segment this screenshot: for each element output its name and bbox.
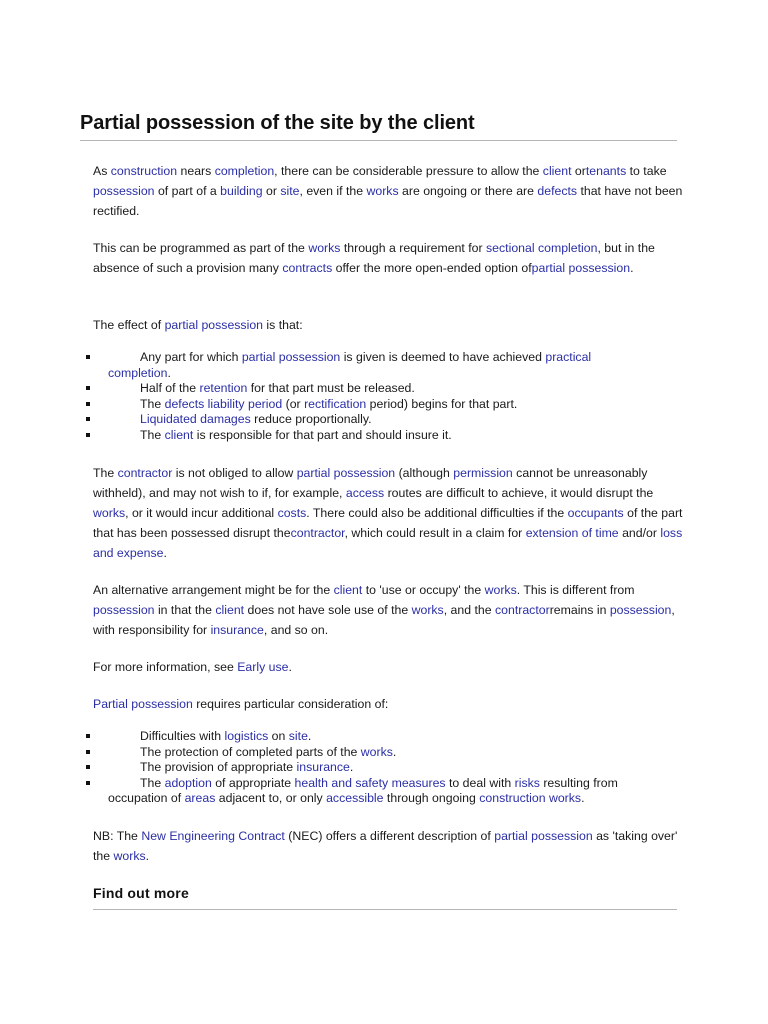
paragraph-use-or-occupy bbox=[93, 580, 683, 640]
text: requires particular consideration of: bbox=[192, 697, 389, 711]
square-bullet-icon bbox=[86, 765, 90, 769]
text: , even if the bbox=[299, 184, 367, 198]
text: , with responsibility for bbox=[93, 603, 675, 637]
text: , and so on. bbox=[263, 623, 329, 637]
link-client[interactable]: client bbox=[215, 603, 245, 617]
text: as 'taking over' the bbox=[93, 829, 678, 863]
link-partial-possession[interactable]: partial possession bbox=[494, 829, 593, 843]
link-works[interactable]: works bbox=[93, 506, 126, 520]
text: of appropriate bbox=[211, 775, 295, 790]
text: or bbox=[571, 164, 586, 178]
text: and/or bbox=[618, 526, 661, 540]
text: Any part for which bbox=[140, 350, 242, 364]
text: is that: bbox=[263, 318, 303, 332]
list-item bbox=[0, 745, 768, 761]
link-partial-possession[interactable]: Partial possession bbox=[93, 697, 193, 711]
paragraph-intro bbox=[93, 161, 683, 221]
link-partial-possession[interactable]: partial possession bbox=[296, 466, 396, 480]
list-item-continuation bbox=[108, 366, 678, 382]
text: . bbox=[145, 849, 150, 863]
text: Difficulties with bbox=[140, 729, 225, 743]
link-insurance[interactable]: insurance bbox=[210, 623, 264, 637]
list-item bbox=[0, 760, 768, 776]
square-bullet-icon bbox=[86, 750, 90, 754]
text: . bbox=[392, 744, 397, 759]
list-item bbox=[0, 729, 768, 745]
text: adjacent to, or only bbox=[215, 791, 327, 805]
paragraph-consideration bbox=[93, 694, 683, 714]
link-contractor[interactable]: contractor bbox=[495, 603, 550, 617]
link-works[interactable]: works bbox=[308, 241, 341, 255]
effects-list bbox=[0, 350, 768, 443]
square-bullet-icon bbox=[86, 417, 90, 421]
text: . bbox=[307, 729, 312, 743]
link-costs[interactable]: costs bbox=[277, 506, 307, 520]
link-liquidated-damages[interactable]: Liquidated damages bbox=[140, 412, 251, 426]
text: cannot be unreasonably withheld), and may not wish to if, for example, bbox=[93, 466, 648, 500]
list-item bbox=[0, 397, 768, 413]
text: . There could also be additional difficulties if the bbox=[306, 506, 568, 520]
link-defects[interactable]: defects bbox=[537, 184, 578, 198]
text: of the part that has been possessed disrupt the bbox=[93, 506, 683, 540]
link-practical-completion[interactable]: completion bbox=[108, 365, 168, 380]
link-partial-possession[interactable]: partial possession bbox=[164, 318, 263, 332]
link-permission[interactable]: permission bbox=[453, 466, 513, 480]
text: through ongoing bbox=[383, 791, 480, 805]
link-adoption[interactable]: adoption bbox=[164, 775, 212, 790]
square-bullet-icon bbox=[86, 355, 90, 359]
considerations-list bbox=[0, 729, 768, 807]
find-out-more-heading: Find out more bbox=[93, 885, 189, 901]
paragraph-nec-note bbox=[93, 826, 683, 866]
text: occupation of bbox=[108, 791, 185, 805]
link-construction[interactable]: construction bbox=[110, 164, 178, 178]
link-construction-works[interactable]: construction works bbox=[479, 791, 582, 805]
link-practical-completion[interactable]: practical bbox=[545, 350, 592, 364]
link-building[interactable]: building bbox=[220, 184, 263, 198]
link-contracts[interactable]: contracts bbox=[282, 261, 333, 275]
link-client[interactable]: client bbox=[164, 427, 194, 442]
text: that have not been rectified. bbox=[93, 184, 683, 218]
text: . bbox=[349, 760, 354, 774]
link-works[interactable]: works bbox=[484, 583, 517, 597]
link-logistics[interactable]: logistics bbox=[224, 729, 269, 743]
text: for that part must be released. bbox=[247, 381, 415, 395]
paragraph-more-info bbox=[93, 657, 683, 677]
text: As bbox=[93, 164, 111, 178]
link-contractor[interactable]: contractor bbox=[290, 526, 345, 540]
link-defects-liability-period[interactable]: defects liability period bbox=[164, 396, 283, 411]
text: does not have sole use of the bbox=[244, 603, 412, 617]
list-item bbox=[0, 428, 768, 444]
text: reduce proportionally. bbox=[250, 412, 372, 426]
link-works[interactable]: works bbox=[411, 603, 444, 617]
text: NB: The bbox=[93, 829, 142, 843]
paragraph-effect bbox=[93, 315, 683, 335]
text: is given is deemed to have achieved bbox=[340, 350, 546, 364]
link-contractor[interactable]: contractor bbox=[117, 466, 173, 480]
title-divider bbox=[80, 140, 677, 141]
list-item bbox=[0, 776, 768, 807]
paragraph-contractor-obligation bbox=[93, 463, 683, 563]
link-possession[interactable]: possession bbox=[93, 603, 155, 617]
link-client[interactable]: client bbox=[333, 583, 363, 597]
paragraph-sectional-completion bbox=[93, 238, 683, 278]
link-new-engineering-contract[interactable]: New Engineering Contract bbox=[141, 829, 285, 843]
list-item bbox=[0, 412, 768, 428]
text: is not obliged to allow bbox=[172, 466, 297, 480]
text: The bbox=[93, 466, 118, 480]
text: (or bbox=[282, 396, 305, 411]
link-tenants[interactable]: tenants bbox=[585, 164, 627, 178]
link-site[interactable]: site bbox=[280, 184, 300, 198]
link-occupants[interactable]: occupants bbox=[567, 506, 624, 520]
link-client[interactable]: client bbox=[542, 164, 572, 178]
link-areas[interactable]: areas bbox=[184, 791, 216, 805]
text: Half of the bbox=[140, 381, 200, 395]
text: (NEC) offers a different description of bbox=[284, 829, 495, 843]
link-early-use[interactable]: Early use bbox=[237, 660, 289, 674]
square-bullet-icon bbox=[86, 734, 90, 738]
text: . bbox=[167, 365, 171, 380]
text: remains in bbox=[549, 603, 610, 617]
list-item bbox=[0, 350, 768, 381]
text: An alternative arrangement might be for the bbox=[93, 583, 334, 597]
text: . bbox=[163, 546, 167, 560]
text: . bbox=[630, 261, 634, 275]
link-works[interactable]: works bbox=[360, 744, 393, 759]
square-bullet-icon bbox=[86, 781, 90, 785]
text: The provision of appropriate bbox=[140, 760, 297, 774]
text: . This is different from bbox=[516, 583, 635, 597]
link-site[interactable]: site bbox=[288, 729, 308, 743]
text: The bbox=[140, 427, 165, 442]
text: , or it would incur additional bbox=[125, 506, 278, 520]
text: is responsible for that part and should insure it. bbox=[193, 427, 452, 442]
link-health-and-safety-measures[interactable]: health and safety measures bbox=[294, 775, 446, 790]
link-possession[interactable]: possession bbox=[609, 603, 672, 617]
link-insurance[interactable]: insurance bbox=[296, 760, 350, 774]
link-extension-of-time[interactable]: extension of time bbox=[525, 526, 619, 540]
text: to take bbox=[626, 164, 667, 178]
text: to deal with bbox=[445, 775, 515, 790]
link-sectional-completion[interactable]: sectional completion bbox=[486, 241, 598, 255]
square-bullet-icon bbox=[86, 433, 90, 437]
page-title: Partial possession of the site by the client bbox=[80, 112, 475, 134]
text: The bbox=[140, 396, 165, 411]
link-works[interactable]: works bbox=[113, 849, 146, 863]
link-access[interactable]: access bbox=[345, 486, 385, 500]
text: The bbox=[140, 775, 165, 790]
text: . bbox=[288, 660, 292, 674]
section-divider bbox=[93, 909, 677, 910]
text: on bbox=[268, 729, 289, 743]
link-rectification[interactable]: rectification bbox=[304, 396, 367, 411]
square-bullet-icon bbox=[86, 386, 90, 390]
link-loss-and-expense[interactable]: loss and expense bbox=[93, 526, 683, 560]
link-partial-possession[interactable]: partial possession bbox=[241, 350, 341, 364]
list-item bbox=[0, 381, 768, 397]
text: offer the more open-ended option of bbox=[332, 261, 532, 275]
text: or bbox=[262, 184, 281, 198]
text: . bbox=[581, 791, 585, 805]
text: nears bbox=[177, 164, 215, 178]
text: , which could result in a claim for bbox=[344, 526, 526, 540]
text: routes are difficult to achieve, it would disrupt the bbox=[384, 486, 654, 500]
text: , and the bbox=[443, 603, 495, 617]
link-works[interactable]: works bbox=[366, 184, 399, 198]
text: period) begins for that part. bbox=[366, 396, 518, 411]
link-possession[interactable]: possession bbox=[93, 184, 155, 198]
text: The effect of bbox=[93, 318, 165, 332]
list-item-continuation bbox=[108, 791, 678, 807]
square-bullet-icon bbox=[86, 402, 90, 406]
text: , but in the absence of such a provision many bbox=[93, 241, 655, 275]
link-completion[interactable]: completion bbox=[214, 164, 275, 178]
link-accessible[interactable]: accessible bbox=[326, 791, 384, 805]
text: This can be programmed as part of the bbox=[93, 241, 309, 255]
text: of part of a bbox=[154, 184, 221, 198]
text: (although bbox=[395, 466, 454, 480]
link-risks[interactable]: risks bbox=[514, 775, 540, 790]
text: resulting from bbox=[539, 775, 618, 790]
text: are ongoing or there are bbox=[398, 184, 538, 198]
text: through a requirement for bbox=[340, 241, 487, 255]
text: , there can be considerable pressure to allow the bbox=[274, 164, 543, 178]
link-retention[interactable]: retention bbox=[199, 381, 248, 395]
text: in that the bbox=[154, 603, 216, 617]
text: The protection of completed parts of the bbox=[140, 744, 361, 759]
text: to 'use or occupy' the bbox=[362, 583, 485, 597]
link-partial-possession[interactable]: partial possession bbox=[531, 261, 631, 275]
text: For more information, see bbox=[93, 660, 238, 674]
